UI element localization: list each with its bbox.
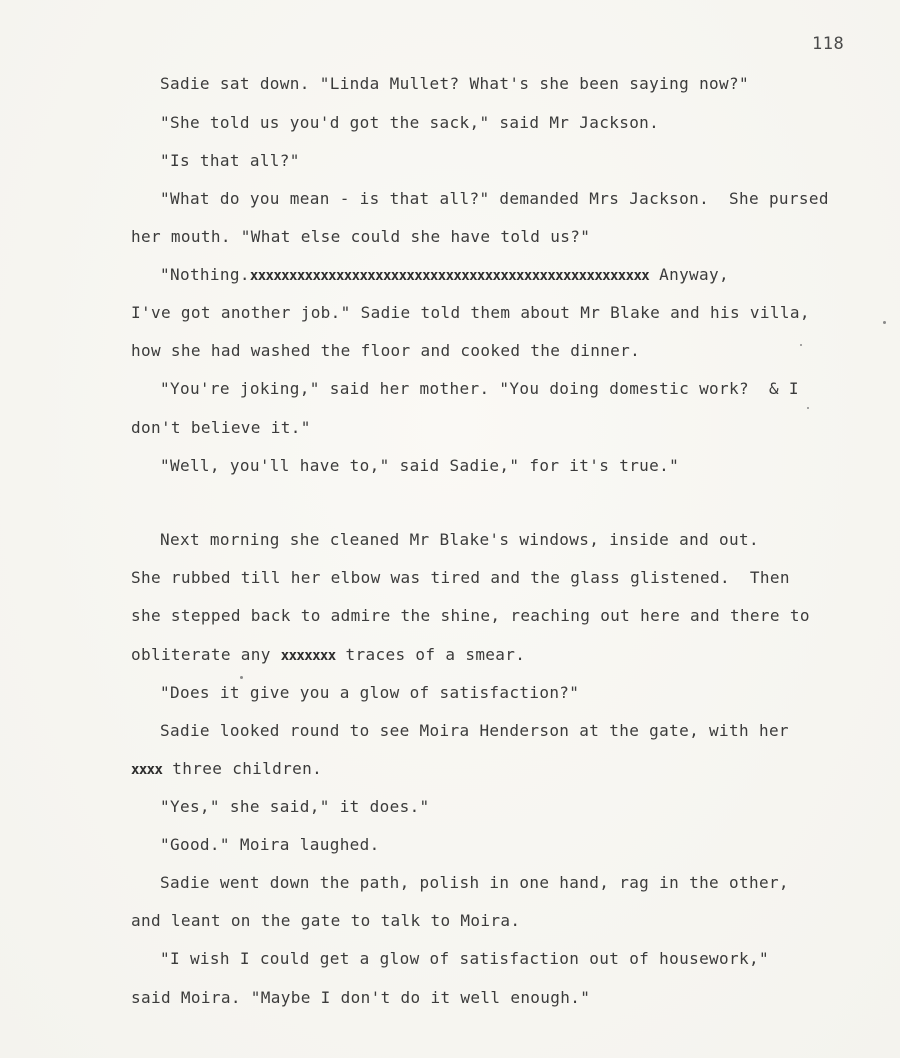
page-number: 118 [812,34,845,54]
ink-speck [807,407,809,409]
line-text: and leant on the gate to talk to Moira. [131,911,521,930]
line-text: "What do you mean - is that all?" demanded Mrs Jackson. She pursed [160,189,829,208]
line-text: how she had washed the floor and cooked the dinner. [131,341,641,360]
text-line [160,265,729,284]
line-text: "Does it give you a glow of satisfaction?" [160,683,580,702]
text-line [131,606,810,625]
text-line [160,151,300,170]
line-text: "You're joking," said her mother. "You doing domestic work? & I [160,379,799,398]
text-line [131,341,640,360]
text-line [131,418,311,437]
text-line [131,645,525,664]
text-line [160,683,579,702]
line-text: "She told us you'd got the sack," said Mr Jackson. [160,113,660,132]
line-text: Next morning she cleaned Mr Blake's windows, inside and out. [160,530,759,549]
text-line [131,988,590,1007]
line-text: Sadie looked round to see Moira Henderson at the gate, with her [160,721,789,740]
struck-out-text: xxxxxxxxxxxxxxxxxxxxxxxxxxxxxxxxxxxxxxxxxxxxxxxxxxx [249,268,650,284]
ink-speck [883,321,886,324]
line-text: she stepped back to admire the shine, reaching out here and there to [131,606,810,625]
struck-out-text: xxxx [131,762,163,778]
text-line [131,568,790,587]
struck-out-text: xxxxxxx [280,648,336,664]
ink-speck [800,344,802,346]
text-line [160,189,829,208]
line-text: "Is that all?" [160,151,300,170]
line-text: "Good." Moira laughed. [160,835,380,854]
line-text-continued: traces of a smear. [335,645,526,664]
line-text: "Yes," she said," it does." [160,797,430,816]
line-text: "I wish I could get a glow of satisfaction out of housework," [160,949,769,968]
text-line [160,530,759,549]
line-text: her mouth. "What else could she have told us?" [131,227,591,246]
line-text: "Nothing. [160,265,250,284]
text-line [160,873,789,892]
line-text: don't believe it." [131,418,311,437]
text-line [160,721,789,740]
text-line [160,797,430,816]
text-line [160,74,749,93]
text-line [131,227,590,246]
text-line [131,911,520,930]
line-text: She rubbed till her elbow was tired and the glass glistened. Then [131,568,790,587]
line-text: I've got another job." Sadie told them about Mr Blake and his villa, [131,303,810,322]
line-text: "Well, you'll have to," said Sadie," for it's true." [160,456,680,475]
text-line [160,456,679,475]
line-text: Sadie went down the path, polish in one hand, rag in the other, [160,873,789,892]
ink-speck [240,676,243,679]
text-line [160,113,659,132]
text-line [160,949,769,968]
text-line [131,759,322,778]
line-text: said Moira. "Maybe I don't do it well enough." [131,988,591,1007]
line-text: obliterate any [131,645,281,664]
text-line [131,303,810,322]
text-line [160,835,380,854]
text-line [160,379,799,398]
line-text-continued: three children. [162,759,323,778]
line-text: Sadie sat down. "Linda Mullet? What's she been saying now?" [160,74,749,93]
line-text-continued: Anyway, [649,265,729,284]
